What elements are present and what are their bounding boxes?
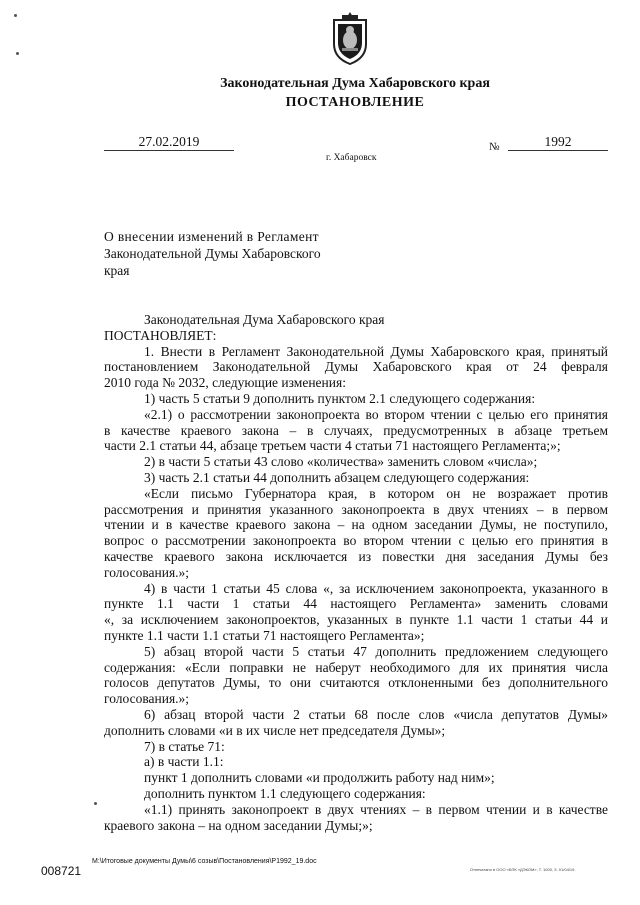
body-line: рассмотрения и принятия указанного законопроекта в двух чтениях – в первом — [104, 501, 608, 517]
body-line: чтении и в качестве краевого закона – на одном заседании Думы, не поступило, — [104, 517, 608, 533]
body-line: 3) часть 2.1 статьи 44 дополнить абзацем следующего содержания: — [144, 469, 530, 485]
subject-block — [104, 228, 354, 279]
body-line: качестве краевого закона исключается из повестки дня заседания Думы без — [104, 548, 608, 564]
body-line: пункт 1 дополнить словами «и продолжить работу над ним»; — [144, 770, 495, 786]
body-line: 1) часть 5 статьи 9 дополнить пунктом 2.1 следующего содержания: — [144, 390, 536, 406]
print-info: Отпечатано в ООО «БПК «ДЭКОМ», Т. 1000, З. 01/04/19. — [470, 867, 576, 872]
body-line: ПОСТАНОВЛЯЕТ: — [104, 327, 217, 343]
subject-line: О внесении изменений в Регламент — [104, 229, 319, 244]
subject-line: края — [104, 263, 130, 278]
document-code: 008721 — [41, 864, 82, 878]
number-sign: № — [489, 141, 500, 153]
body-line: в качестве краевого закона – в случаях, предусмотренных в абзаце третьем — [104, 422, 608, 438]
body-line: 7) в статье 71: — [144, 738, 225, 754]
resolution-body — [104, 312, 608, 833]
body-line: «, за исключением законопроектов, указанных в пункте 1.1 части 1 статьи 44 и — [104, 612, 608, 628]
coat-of-arms-emblem — [330, 10, 370, 66]
document-date: 27.02.2019 — [104, 134, 234, 151]
body-line: 5) абзац второй части 5 статьи 47 дополнить предложением следующего — [144, 643, 608, 659]
body-line: вопрос о рассмотрении законопроекта во втором чтении с целью его принятия в — [104, 533, 608, 549]
scan-mark — [94, 802, 97, 805]
body-line: дополнить пунктом 1.1 следующего содержания: — [144, 785, 426, 801]
body-line: части 2.1 статьи 44, абзаце третьем части 4 статьи 71 настоящего Регламента;»; — [104, 438, 561, 454]
city-label: г. Хабаровск — [326, 153, 377, 163]
body-line: 1. Внести в Регламент Законодательной Думы Хабаровского края, принятый — [144, 343, 608, 359]
body-line: краевого закона – на одном заседании Думы;»; — [104, 817, 373, 833]
body-line: дополнить словами «и в их числе нет председателя Думы»; — [104, 722, 446, 738]
body-line: «2.1) о рассмотрении законопроекта во втором чтении с целью его принятия — [144, 406, 608, 422]
body-line: 2010 года № 2032, следующие изменения: — [104, 375, 346, 391]
body-line: 6) абзац второй части 2 статьи 68 после слов «числа депутатов Думы» — [144, 706, 608, 722]
body-line: Законодательная Дума Хабаровского края — [144, 312, 385, 327]
body-line: 4) в части 1 статьи 45 слова «, за исключением законопроекта, указанного в — [144, 580, 608, 596]
file-path: M:\Итоговые документы Думы\6 созыв\Постановления\Р1992_19.doc — [92, 858, 317, 865]
body-line: постановлением Законодательной Думы Хабаровского края от 24 февраля — [104, 359, 608, 375]
scan-mark — [14, 14, 17, 17]
body-line: пункте 1.1 части 1.1 статьи 71 настоящего Регламента»; — [104, 627, 425, 643]
body-line: а) в части 1.1: — [144, 754, 224, 770]
body-line: пункте 1.1 части 1 статьи 44 настоящего Регламента» заменить словами — [104, 596, 608, 612]
body-line: голосования.»; — [104, 564, 190, 580]
body-line: «1.1) принять законопроект в двух чтениях – в первом чтении и в качестве — [144, 801, 608, 817]
body-line: 2) в части 5 статьи 43 слово «количества» заменить словом «числа»; — [144, 454, 538, 470]
body-line: голосов депутатов Думы, то они считаются отклоненными без дополнительного — [104, 675, 608, 691]
scan-mark — [16, 52, 19, 55]
subject-line: Законодательной Думы Хабаровского — [104, 246, 321, 261]
body-line: содержания: «Если поправки не наберут необходимого для их принятия числа — [104, 659, 608, 675]
org-title: Законодательная Дума Хабаровского края — [220, 76, 490, 91]
body-line: «Если письмо Губернатора края, в котором он не возражает против — [144, 485, 608, 501]
document-number: 1992 — [508, 134, 608, 151]
doc-type-title: ПОСТАНОВЛЕНИЕ — [285, 95, 425, 110]
body-line: голосования.»; — [104, 691, 190, 707]
